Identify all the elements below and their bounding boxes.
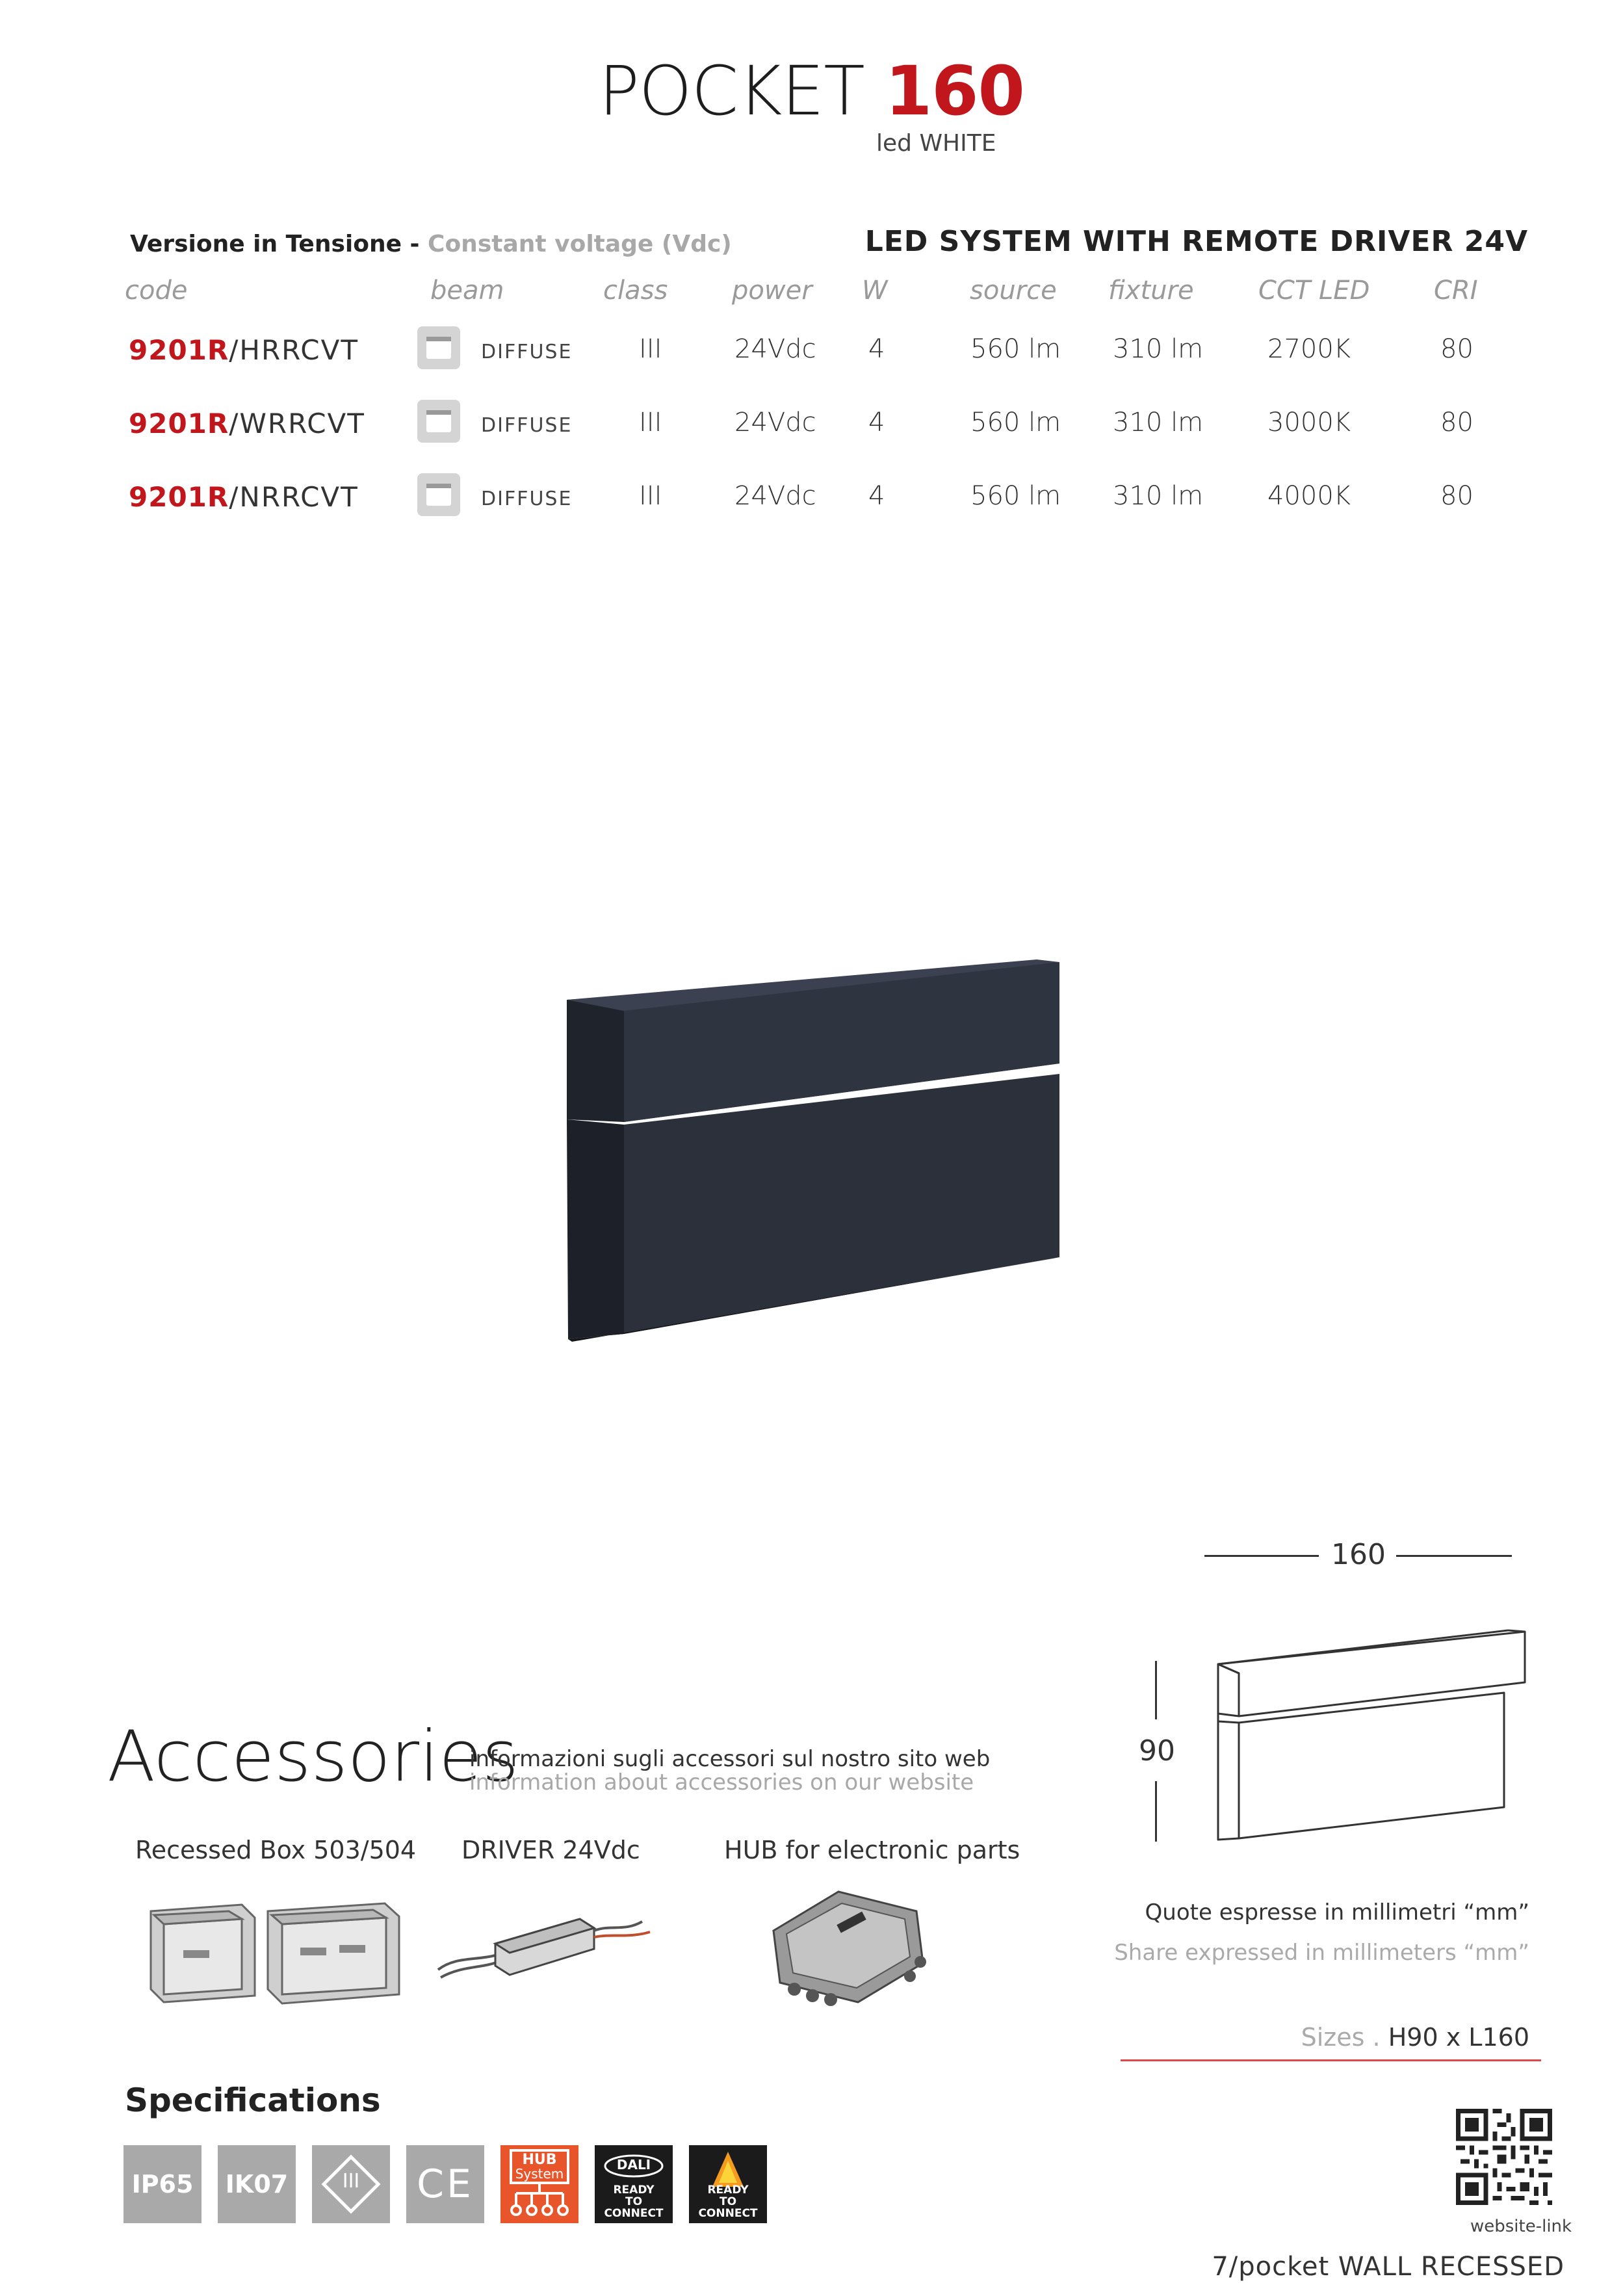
w-value: 4 (868, 481, 885, 511)
title-number: 160 (885, 51, 1024, 131)
col-header-cct: CCT LED (1258, 276, 1370, 306)
code-prefix: 9201R (129, 408, 229, 439)
sizes-value: H90 x L160 (1388, 2023, 1529, 2052)
dimension-note-it: Quote espresse in millimetri “mm” (1145, 1899, 1529, 1925)
ce-badge: CE (406, 2145, 484, 2223)
fixture-value: 310 lm (1113, 481, 1204, 511)
source-value: 560 lm (970, 334, 1061, 364)
hub-badge-top: HUB (522, 2152, 557, 2168)
class-iii-label: III (342, 2170, 360, 2193)
class-iii-badge (312, 2145, 390, 2223)
voltage-label: Versione in Tensione - (130, 231, 420, 257)
table-row-code (129, 334, 359, 366)
ip65-badge: IP65 (123, 2145, 201, 2223)
col-header-w: W (862, 276, 888, 306)
accessory-label-box: Recessed Box 503/504 (135, 1836, 417, 1864)
hub-image (760, 1879, 936, 2009)
code-prefix: 9201R (129, 334, 229, 366)
table-row-code (129, 408, 365, 439)
accessory-label-hub: HUB for electronic parts (724, 1836, 1020, 1864)
dim-line-right (1396, 1555, 1512, 1557)
accessories-info-it: informazioni sugli accessori sul nostro sito web (469, 1746, 991, 1772)
light-ready-badge (689, 2145, 767, 2223)
dali-label: DALI (616, 2157, 651, 2172)
title-main: POCKET (599, 51, 864, 131)
ready-line-2: TO CONNECT (698, 2195, 758, 2220)
col-header-beam: beam (430, 276, 504, 306)
sizes-separator: . (1372, 2023, 1381, 2052)
beam-label: DIFFUSE (481, 414, 573, 437)
ready-line-1: READY (613, 2184, 655, 2197)
dim-width: 160 (1331, 1538, 1386, 1571)
col-header-fixture: fixture (1108, 276, 1194, 306)
ready-line-2: TO CONNECT (604, 2195, 664, 2220)
beam-label: DIFFUSE (481, 488, 573, 510)
accessories-info-en: information about accessories on our website (469, 1769, 974, 1795)
cct-value: 4000K (1267, 481, 1351, 511)
hub-badge-bottom: System (515, 2166, 564, 2182)
w-value: 4 (868, 408, 885, 437)
power-value: 24Vdc (734, 408, 816, 437)
recessed-box-image (144, 1885, 404, 2015)
sizes-underline (1121, 2059, 1541, 2061)
page-footer: 7/pocket WALL RECESSED (1212, 2252, 1565, 2282)
page-title (0, 51, 1623, 131)
accessory-label-driver: DRIVER 24Vdc (461, 1836, 640, 1864)
dim-line-top (1155, 1661, 1157, 1719)
ik07-badge: IK07 (218, 2145, 296, 2223)
fixture-value: 310 lm (1113, 408, 1204, 437)
hub-system-badge (500, 2145, 578, 2223)
table-row-code (129, 481, 359, 513)
cct-value: 3000K (1267, 408, 1351, 437)
cri-value: 80 (1440, 408, 1474, 437)
diffuse-beam-icon (417, 400, 460, 443)
dim-height: 90 (1139, 1734, 1175, 1768)
code-suffix: /NRRCVT (229, 481, 359, 513)
dali-ready-badge (595, 2145, 673, 2223)
dim-line-bottom (1155, 1781, 1157, 1842)
class-value: III (639, 408, 662, 437)
light-ready-text (689, 2184, 767, 2219)
code-prefix: 9201R (129, 481, 229, 513)
power-value: 24Vdc (734, 481, 816, 511)
dali-ready-text (595, 2184, 673, 2219)
qr-code-icon[interactable] (1456, 2109, 1552, 2205)
voltage-heading (130, 231, 732, 257)
source-value: 560 lm (970, 408, 1061, 437)
accessories-title: Accessories (107, 1716, 519, 1797)
driver-image (435, 1898, 656, 1983)
light-logo-icon (711, 2150, 745, 2188)
ready-line-1: READY (707, 2184, 749, 2197)
class-value: III (639, 481, 662, 511)
col-header-class: class (603, 276, 668, 306)
class-value: III (639, 334, 662, 364)
qr-caption: website-link (1470, 2217, 1572, 2236)
source-value: 560 lm (970, 481, 1061, 511)
col-header-power: power (732, 276, 812, 306)
system-heading: LED SYSTEM WITH REMOTE DRIVER 24V (864, 225, 1528, 258)
diffuse-beam-icon (417, 326, 460, 369)
col-header-cri: CRI (1434, 276, 1478, 306)
beam-label: DIFFUSE (481, 341, 573, 363)
product-image (559, 949, 1111, 1352)
cri-value: 80 (1440, 334, 1474, 364)
cri-value: 80 (1440, 481, 1474, 511)
code-suffix: /HRRCVT (229, 334, 359, 366)
dimension-drawing (1209, 1612, 1540, 1866)
diffuse-beam-icon (417, 473, 460, 516)
specifications-title: Specifications (125, 2081, 381, 2119)
page-subtitle: led WHITE (876, 130, 996, 157)
sizes-label: Sizes (1301, 2023, 1365, 2052)
w-value: 4 (868, 334, 885, 364)
col-header-code: code (125, 276, 188, 306)
cct-value: 2700K (1267, 334, 1351, 364)
code-suffix: /WRRCVT (229, 408, 365, 439)
dim-line-left (1204, 1555, 1319, 1557)
col-header-source: source (970, 276, 1057, 306)
power-value: 24Vdc (734, 334, 816, 364)
sizes-line (1301, 2023, 1529, 2052)
fixture-value: 310 lm (1113, 334, 1204, 364)
voltage-value: Constant voltage (Vdc) (428, 231, 732, 257)
dimension-note-en: Share expressed in millimeters “mm” (1114, 1940, 1529, 1966)
